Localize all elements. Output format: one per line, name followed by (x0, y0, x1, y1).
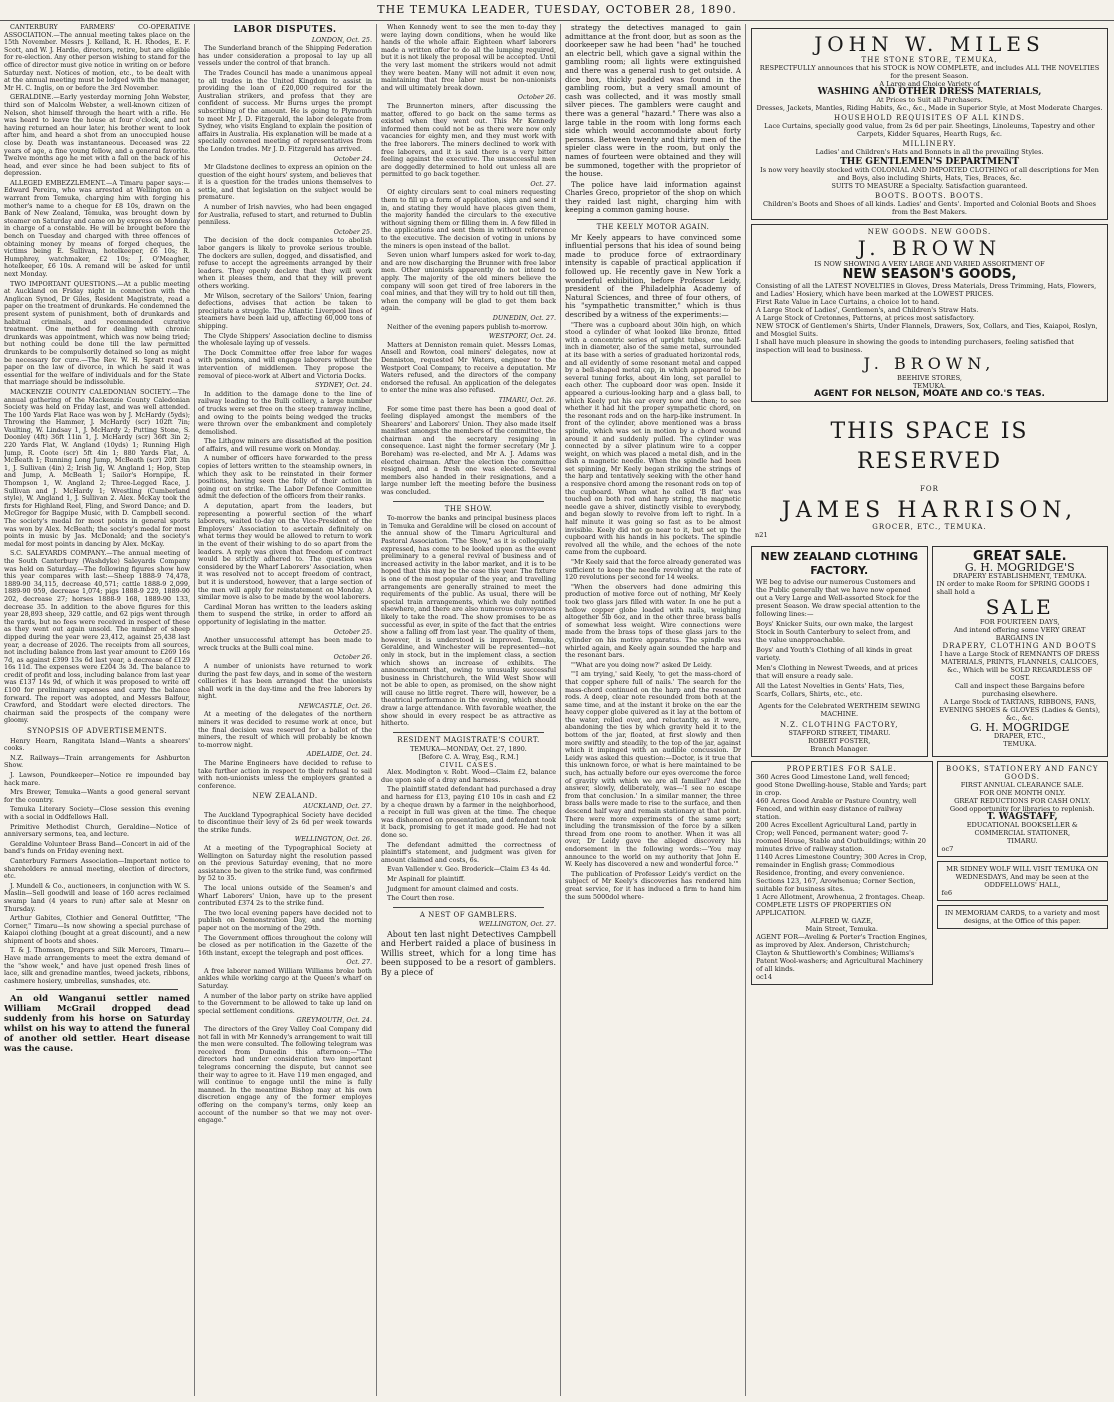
dateline: October 24. (333, 154, 372, 163)
article-embezzlement: ALLEGED EMBEZZLEMENT.—A Timaru paper says:—Edward Pereira, who was arrested at Wellington on a warrant from Temuka, charging him with forging his mother's name to a cheque for £8 10s, drawn on the Bank of New Zealand, Temuka, was brought down by steamer on Saturday and came on by express on Monday in charge of a constable. He will be brought before the bench on Tuesday and charged with three offences of obtaining money by means of forged cheques, the victims being E. Sullivan, hotelkeeper, £6 10s; R. Humphrey, watchmaker, £2 10s; J. O'Meagher, hotelkeeper, £6 10s. A remand will be asked for until next Monday. (4, 178, 190, 278)
paragraph: The Sunderland branch of the Shipping Federation has under consideration a proposal to lay up all vessels under the control of that branch. (198, 44, 372, 68)
paragraph: The police have laid information against Charles Greco, proprietor of the shop on which they raided last night, charging him with keeping a common gaming house. (565, 179, 741, 215)
list-item: All the Latest Novelties in Gents' Hats, Ties, Scarfs, Collars, Shirts, etc., etc. (756, 682, 905, 698)
paragraph: "There was a cupboard about 30in high, on which stood a cylinder of what looked like bronze, fitted with a concentric series of upright tubes, one half-inch in diameter, also of the same metal, surrounded at its base with a series of graduated horizontal rods, and all evidently of some resonant metal and capped by a bell-shaped metal cap, in which appeared to be several tuning forks, about 4in long, set parallel to each other. The cupboard door was open. Inside it appeared a curious-looking harp and a glass ball, to which Keely put his ear every now and then; to see whether it had hit the proper sympathetic chord, on the resonant rods and on the harp-like instrument. In front of the cylinder, above mentioned was a brass spindle, which was set in motion by a chord wound around it and suddenly pulled. The cylinder was connected by a silver platinum wire to a copper weight, on which was placed a metal dish, and in the dish a magnetic needle. When the spindle had been set spinning, Mr Keely began striking the strings of the harp and tentatively seeking with the other hand a responsive chord among the resonant rods on top of the cupboard. When what he called 'B flat' was touched on both rod and harp string, the magnetic needle gave a shiver, distinctly visible to everybody, and began slowly to revolve from left to right. In a half minute it was going so fast as to be almost invisible. Keely did not go near to it, but set up the cupboard with his hands in his pockets. The spindle revolved all the while, and the echoes of the note came from the cupboard. (565, 320, 741, 557)
ad-line: GREAT REDUCTIONS FOR CASH ONLY. (954, 797, 1091, 805)
advertiser-name: JAMES HARRISON, (781, 498, 1078, 523)
ad-nz-clothing-factory (751, 546, 928, 757)
masthead: THE TEMUKA LEADER, TUESDAY, OCTOBER 28, 1890. (0, 0, 1114, 21)
ad-trade: GROCER, ETC., TEMUKA. (872, 523, 987, 531)
paragraph: When Kennedy went to see the men to-day they were laying down conditions, when he would like hands of the whole affair. Eighteen wharf laborers made a written offer to do all the lumping required, but it is not likely the proposal will be accepted. Until the very last moment the strikers would not admit they were beaten. Many will not admit it even now, maintaining that free labor must be non-unionists and will ultimately break down. (381, 24, 556, 92)
gamblers-heading: A NEST OF GAMBLERS. (419, 910, 518, 919)
paragraph: Evan Vallender v. Geo. Broderick—Claim £3 4s 4d. (387, 865, 551, 874)
paragraph: The local unions outside of the Seamen's and Wharf Laborers' Union, have up to the present contributed £374 2s to the strike fund. (198, 883, 372, 908)
advertiser-name: T. WAGSTAFF, (986, 812, 1058, 822)
dateline: October 25. (333, 627, 372, 636)
list-item: Temuka Literary Society—Close session this evening with a social in Oddfellows Hall. (4, 805, 190, 821)
show-heading: THE SHOW. (444, 504, 493, 513)
paragraph: A number of the labor party on strike have applied to the Government to be allowed to take up land on special settlement conditions. (198, 991, 372, 1015)
paragraph: "'What are you doing now?' asked Dr Leidy. (571, 660, 712, 669)
ad-address: STAFFORD STREET, TIMARU. (788, 729, 891, 737)
paragraph: To-morrow the banks and principal business places in Temuka and Geraldine will be closed on account of the annual show of the Timaru Agricultural and Pastoral Association. "The Show," as it is colloquially expressed, has come to be looked upon as the event preliminary to a general revival of business and of increased activity in the labor market, and it is to be hoped that this may be the case this year. The fixture is one of the most popular of the year, and travelling arrangements are generally strained to meet the requirements of the public. As usual, there will be special train arrangements, which we duly notified elsewhere, and there are also numerous conveyances likely to take the road. The show promises to be as successful as ever, in spite of the fact that the entries show a falling off from last year. The quality of them, however, it is understood is improved. Temuka, Geraldine, and Winchester will be represented—not only in stock, but in the implement class, a section which shows an increase of exhibits. The announcement that, owing to unusually successful business in Christchurch, the Wild West Show will not be able to open, as promised, on the show night will cause no little regret. There will, however, be a theatrical performance in the evening, which should draw a large attendance. With favorable weather, the show should in every respect be as attractive as hitherto. (381, 514, 556, 728)
ad-code: oc7 (941, 845, 954, 853)
ad-wagstaff (937, 761, 1109, 857)
paragraph: The Clyde Shippers' Association decline to dismiss the wholesale laying up of vessels. (198, 331, 372, 348)
ad-headline: PROPERTIES FOR SALE. (786, 765, 897, 773)
advertiser-name: J. BROWN, (863, 354, 996, 373)
ad-item-list (756, 298, 1103, 354)
paragraph: Mr Aspinall for plaintiff. (387, 874, 466, 883)
dateline: ADELAIDE, Oct. 24. (306, 750, 372, 759)
dateline: NEWCASTLE, Oct. 26. (298, 701, 372, 710)
ad-address: Main Street, Temuka. (805, 925, 878, 933)
dateline: October 26. (333, 653, 372, 662)
list-item: COMPLETE LISTS OF PROPERTIES ON APPLICATION. (756, 901, 892, 917)
dateline: Oct. 27. (346, 958, 372, 967)
ad-body: MR SIDNEY WOLF WILL VISIT TEMUKA ON WEDNESDAYS, And may be seen at the ODDFELLOWS' HALL, (946, 865, 1099, 889)
ad-item-list (756, 620, 923, 698)
dateline: WELLINGTON, Oct. 26. (294, 835, 372, 844)
ad-subhead: HOUSEHOLD REQUISITES OF ALL KINDS. (833, 114, 1026, 122)
paragraph: The Dock Committee offer free labor for wages with pensions, and will engage laborers without the intervention of middlemen. They propose the removal of piece-work at Albert and Victoria Docks. (198, 348, 372, 380)
ad-subhead: WASHING AND OTHER DRESS MATERIALS, (817, 87, 1042, 97)
paragraph: About ten last night Detectives Campbell and Herbert raided a place of business in Willis street, which for a long time has been supposed to be a resort of gamblers. By a piece of (381, 929, 556, 977)
ad-town: TIMARU. (1006, 837, 1038, 845)
column-rule (745, 24, 746, 1396)
article-farmers-association: CANTERBURY FARMERS' CO-OPERATIVE ASSOCIATION.—The annual meeting takes place on the 15th November. Messrs J. Kelland, R. H. Rhodes, E. F. Scott, and W. J. Hardie, directors, retire, but are eligible for re-election. Any other person wishing to stand for the office of director must give notice in writing on or before Saturday next. Notices of motion, etc., to be dealt with at the annual meeting must be lodged with the manager, Mr H. C. Inglis, on or before the 3rd November. (4, 24, 190, 92)
ad-trade: EDUCATIONAL BOOKSELLER & COMMERCIAL STATIONER, (966, 821, 1078, 837)
paragraph: Matters at Denniston remain quiet. Messrs Lomas, Ansell and Rowton, coal miners' delegates, now at Denniston, requested Mr Waters, engineer to the Westport Coal Company, to receive a deputation. Mr Waters refused, and the directors of the company endorsed the refusal. An application of the delegates to enter the mine was also refused. (381, 340, 556, 395)
dateline: TIMARU, Oct. 26. (498, 395, 556, 404)
ad-item-list (756, 773, 928, 917)
list-item: I shall have much pleasure in showing the goods to intending purchasers, feeling satisfied that inspection will lead to business. (756, 338, 1074, 354)
column-3 (381, 24, 556, 1396)
court-before: [Before C. A. Wray, Esq., R.M.] (418, 753, 519, 762)
keely-heading: THE KEELY MOTOR AGAIN. (596, 223, 710, 232)
ad-line: FOR (920, 485, 939, 493)
paragraph: The defendant admitted the correctness of plaintiff's statement, and judgment was given for amount claimed and costs, 6s. (381, 840, 556, 864)
ad-line: A Large and Choice Variety of (879, 80, 980, 88)
column-rule (194, 24, 195, 1396)
list-item: T. & J. Thomson, Drapers and Silk Mercers, Timaru—Have made arrangements to meet the extra demand of the "show week," and have just opened fresh lines of lace, silk and grenadine mantles, tweed jackets, ribbons, cashmere hosiery, umbrellas, sunshades, etc. (4, 946, 190, 985)
paragraph: The Trades Council has made a unanimous appeal to all trades in the United Kingdom to assist in providing the loan of £20,000 required for the Australian strikers, and profess that they are confident of success. Mr Burns urges the prompt subscribing of the amount. He is going to Plymouth to meet Mr J. D. Fitzgerald, the labor delegate from Sydney, who visits England to explain the position of affairs in Australia. His explanation will be made at a specially convened meeting of representatives from the London trades. Mr J. D. Fitzgerald has arrived. (198, 68, 372, 153)
ad-properties (751, 761, 933, 985)
ad-line: FIRST ANNUAL CLEARANCE SALE. (960, 781, 1084, 789)
article-geraldine-suicide: GERALDINE.—Early yesterday morning John Webster, third son of Malcolm Webster, a well-known citizen of Nelson, shot himself through the heart with a rifle. He was heard to leave the house at four o'clock, and not having returned an hour later, his brother went to look after him, and heard a shot from an unoccupied house close by. Death was instantaneous. Deceased was 22 years of age, a fine young fellow, and a general favorite. Twelve months ago he met with a fall on the back of his head, and ever since he had been subject to fits of depression. (4, 93, 190, 178)
ad-headline: NEW SEASON'S GOODS, (842, 267, 1017, 282)
ads-row (751, 546, 1108, 757)
paragraph: A number of Irish navvies, who had been engaged for Australia, refused to start, and returned to Dublin penniless. (198, 203, 372, 227)
paragraph: The Brunnerton miners, after discussing the matter, offered to go back on the same terms as existed when they went out. This Mr Kennedy informed them could not be as there were now only vacancies for eighty men, and they must work with the free laborers. The miners declined to work with free laborers, and it is said there is a very bitter feeling against the executive. The unsuccessful men are doggedly determined to hold out unless all are permitted to go back together. (381, 101, 556, 179)
ad-line: Call and inspect these Bargains before purchasing elsewhere. (954, 682, 1085, 698)
paragraph: Mr Wilson, secretary of the Sailors' Union, fearing defections, advises that action be taken to precipitate a struggle. The Atlantic Liverpool lines of steamers have been laid up, affecting 60,000 tons of shipping. (198, 291, 372, 330)
paragraph: The Government offices throughout the colony will be closed as per notification in the Gazette of the 16th instant, except the telegraph and post offices. (198, 933, 372, 957)
divider (577, 219, 729, 220)
paragraph: Neither of the evening papers publish to-morrow. (387, 322, 548, 331)
synopsis-heading: SYNOPSIS OF ADVERTISEMENTS. (27, 727, 167, 736)
list-item: Canterbury Farmers Association—Important notice to shareholders re annual meeting, election of directors, etc. (4, 856, 190, 881)
list-item: Men's Clothing in Newest Tweeds, and at prices that will ensure a ready sale. (756, 664, 918, 680)
paragraph: Another unsuccessful attempt has been made to wreck trucks at the Bulli coal mine. (198, 636, 372, 652)
ads-stack (937, 761, 1109, 985)
paragraph: A number of unionists have returned to work during the past few days, and in some of the western collieries it has been arranged that the unionists shall work in the day-time and the free laborers by night. (198, 661, 372, 701)
ad-intro: WE beg to advise our numerous Customers and the Public generally that we have now opened out a Very Large and Well-assorted Stock for the present Season. We draw special attention to the following lines:— (756, 578, 921, 618)
article-caledonian-society: MACKENZIE COUNTY CALEDONIAN SOCIETY.—The annual gathering of the Mackenzie County Caledonian Society was held on Friday last, and was well attended. The 100 Yards Flat Race was won by J. McHardy (5yds); Throwing the Hammer, J. McHardy (scr) 102ft 7in; Vaulting, W. Lindsay 1, J. McHardy 2; Putting Stone, S. Doonley (4ft) 36ft 11in 1, J. McHardy (scr) 36ft 3in 2; 220 Yards Flat, W. Angland (10yds) 1; Running High Jump, R. Coote (scr) 5ft 4in 1; 880 Yards Flat, A. McBeath 1; Running Long Jump, McBeath (scr) 20ft 3in 1, J. Sullivan (4in) 2; Irish Jig, W. Angland 1; Hop, Step and Jump, A. McBeath 1; Sailor's Hornpipe, R. Thompson 1, W. Angland 2; Three-Legged Race, J. Sullivan and J. McHardy 1; Wrestling (Cumberland style), W. Angland 1, J. Sullivan 2. Alex. McKay took the firsts for Highland Reel, Fling, and Sword Dance; and D. McGregor for Bagpipe Music, with D. Campbell second. The society's medal for most points in general sports was won by Alex. McBeath; the society's medal for most points in music by Jas. McDonald; and the society's medal for most points in dancing by Alex. McKay. (4, 387, 190, 548)
ad-store: BEEHIVE STORES, (897, 374, 962, 382)
ad-body: IN MEMORIAM CARDS, to a variety and most designs, at the Office of this paper. (944, 909, 1100, 925)
ad-address: DRAPERY ESTABLISHMENT, TEMUKA. (952, 572, 1087, 580)
paragraph: "Mr Keely said that the force already generated was sufficient to keep the needle revolving at the rate of 120 revolutions per second for 14 weeks. (565, 558, 741, 582)
ad-intro: IN order to make Room for SPRING GOODS I shall hold a (936, 580, 1090, 596)
paragraph: The two local evening papers have decided not to publish on Demonstration Day, and the morning paper not on the morning of the 29th. (198, 908, 372, 932)
ad-space-reserved (751, 406, 1108, 542)
column-rule (560, 24, 561, 1396)
ad-in-memoriam (937, 905, 1109, 929)
ad-subhead: BOOTS. BOOTS. BOOTS. (874, 192, 985, 200)
list-item: J. Mundell & Co., auctioneers, in conjunction with W. S. Maslin—Sell goodwill and lease of 160 acres reclaimed swamp land (4 years to run) after sale at Mesnr on Thursday. (4, 881, 190, 913)
column-rule (376, 24, 377, 1396)
paragraph: Judgment for amount claimed and costs. (387, 884, 519, 893)
list-item: NEW STOCK of Gentlemen's Shirts, Under Flannels, Drawers, Sox, Collars, and Ties, Kaiapoi, Roslyn, and Mosgiel Suits. (756, 322, 1098, 338)
ad-town: TEMUKA. (912, 382, 947, 390)
paragraph: In addition to the damage done to the line of railway leading to the Bulli colliery, a large number of trucks were set free on the steep tramway incline, and owing to the points being wedged the trucks were thrown over the embankment and completely demolished. (198, 389, 372, 436)
ad-town: TEMUKA. (1003, 740, 1037, 748)
paragraph: The Auckland Typographical Society have decided to discontinue their levy of 2s 6d per week towards the strike funds. (198, 810, 372, 834)
paragraph: The decision of the dock companies to abolish labor gangers is likely to provoke serious trouble. The dockers are sullen, dogged, and dissatisfied, and refuse to accept the agreements arranged by their leaders. They openly declare that they will work when it pleases them, and that they will prevent others working. (198, 236, 372, 290)
ad-subhead: DRAPERY, CLOTHING AND BOOTS (942, 642, 1097, 650)
dateline: AUCKLAND, Oct. 27. (303, 802, 372, 810)
divider (16, 989, 178, 990)
ad-code: n21 (755, 531, 768, 539)
ad-subhead: MILLINERY. (902, 140, 957, 148)
list-item: Boys' Knicker Suits, our own make, the largest Stock in South Canterbury to select from, and the value unapproachable. (756, 620, 913, 644)
dateline: SYDNEY, Oct. 24. (314, 381, 372, 390)
ad-body: I have a Large Stock of REMNANTS OF DRESS MATERIALS, PRINTS, FLANNELS, CALICOES, &c., Which will be SOLD REGARDLESS OF COST. (939, 650, 1100, 682)
list-item: 200 Acres Excellent Agricultural Land, partly in Crop; well Fenced, permanent water; good 7-roomed House, Stable and Outbuildings; within 20 minutes drive of railway station. (756, 821, 926, 853)
ad-line: At Prices to Suit all Purchasers. (876, 96, 983, 104)
ad-line: And intend offering some VERY GREAT BARGAINS IN (954, 626, 1086, 642)
ad-sidney-wolf (937, 861, 1109, 901)
ad-body: A Large Stock of TARTANS, RIBBONS, FANS, EVENING SHOES & GLOVES (Ladies & Gents), &c., &c. (939, 698, 1101, 722)
dateline: Oct. 27. (530, 179, 556, 188)
paragraph: The Court then rose. (387, 894, 455, 903)
ad-sale-word: SALE (985, 595, 1054, 619)
paragraph: Of eighty circulars sent to coal miners requesting them to fill up a form of application, sign and send it in, and stating they would have places given them, the majority handed the circulars to the executive without signing them or filling them in. A few filled in the applications and sent them in without reference to the executive. The decision of voting in unions by the miners is open instead of the ballot. (381, 188, 556, 250)
paragraph: A number of officers have forwarded to the press copies of letters written to the steamship owners, in which they ask to be reinstated in their former positions, having seen the folly of their action in going out on strike. The Labor Defence Committee admit the defection of the officers from their ranks. (198, 454, 372, 501)
list-item: Primitive Methodist Church, Geraldine—Notice of anniversary sermons, tea, and lecture. (4, 822, 190, 839)
ad-body: Dresses, Jackets, Mantles, Riding Habits, &c., &c., Made in Superior Style, at Most Moderate Charges. (756, 104, 1103, 112)
dateline: DUNEDIN, Oct. 27. (492, 313, 556, 322)
ad-headline: GREAT SALE. (972, 549, 1067, 564)
ad-j-brown (751, 224, 1108, 402)
ad-great-sale (932, 546, 1109, 757)
paragraph: A free laborer named William Williams broke both ankles while working cargo at the Queen's wharf on Saturday. (198, 966, 372, 991)
list-item: Henry Hearn, Rangitata Island—Wants a shearers' cooks. (4, 736, 190, 753)
paragraph: "When the observers had done admiring this production of motive force out of nothing, Mr Keely took two glass jars filled with water. In one he put a hollow copper globe loaded with nails, weighing altogether 5lb 6oz, and in the other three brass balls of somewhat less weight. Wire connections were made from the brass tops of these glass jars to the cylinder on his motive apparatus. The spindle was whirled again, and Keely again sounded the harp and the resonant bars. (565, 582, 741, 660)
new-zealand-heading: NEW ZEALAND. (252, 792, 318, 801)
ad-body: Is now very heavily stocked with COLONIAL AND IMPORTED CLOTHING of all descriptions for Men and Boys, also including Shirts, Hats, Ties, Braces, &c. (760, 166, 1099, 182)
paragraph: The publication of Professor Leidy's verdict on the subject of Mr Keely's discoveries has rendered him great service, for it has induced a firm to hand him the sum 5000dol where- (565, 869, 741, 901)
paragraph: At a meeting of the Typographical Society at Wellington on Saturday night the resolution passed on the previous Saturday evening, that no more assistance be given to the strike fund, was confirmed by 52 to 35. (198, 843, 372, 883)
ad-role: Branch Manager. (810, 745, 869, 753)
ad-intro: RESPECTFULLY announces that his STOCK is NOW COMPLETE, and includes ALL THE NOVELTIES for the present Season. (759, 64, 1100, 80)
synopsis-list (4, 738, 190, 986)
divider (393, 907, 544, 908)
column-1 (4, 24, 190, 1396)
list-item: A Large Stock of Ladies', Gentlemen's, and Children's Straw Hats. (756, 306, 979, 314)
ad-john-w-miles (751, 28, 1108, 220)
court-date: TEMUKA—MONDAY, Oct. 27, 1890. (410, 745, 527, 754)
ad-body: Consisting of all the LATEST NOVELTIES in Gloves, Dress Materials, Dress Trimming, Hats, Flowers, and Ladies' Hosiery, which have been marked at the LOWEST PRICES. (756, 282, 1097, 298)
ad-headline: THIS SPACE IS RESERVED (830, 419, 1029, 474)
list-item: Geraldine Volunteer Brass Band—Concert in aid of the band's funds on Friday evening next. (4, 839, 190, 856)
ad-line: FOR ONE MONTH ONLY. (979, 789, 1066, 797)
paragraph: Cardinal Moran has written to the leaders asking them to suspend the strike, in order to afford an opportunity of legislating in the matter. (198, 602, 372, 626)
column-4 (565, 24, 741, 1396)
list-item: Mrs Brewer, Temuka—Wants a good general servant for the country. (4, 788, 190, 804)
advertiser-name: J. BROWN (857, 236, 1002, 260)
dateline: October 25. (333, 227, 372, 236)
paragraph: For some time past there has been a good deal of feeling displayed amongst the members of the Shearers' and Laborers' Union. They also made itself manifest amongst the members of the committee, the chairman and the secretary resigning in consequence. Last night the former secretary (Mr J. Boreham) was re-elected, and Mr A. J. Adams was elected chairman. After the election the committee resigned, and a fresh one was elected. Several members also handed in their resignations, and a large number left the meeting before the business was concluded. (381, 404, 556, 497)
paragraph: At a meeting of the delegates of the northern miners it was decided to resume work at once, but the final decision was reserved for a ballot of the miners, the result of which will probably be known to-morrow night. (198, 710, 372, 749)
divider (393, 501, 544, 502)
paragraph: The Marine Engineers have decided to refuse to take further action in respect to their refusal to sail with non-unionists unless the employers granted a conference. (198, 759, 372, 790)
ad-manager: ROBERT FOSTER, (808, 737, 871, 745)
ad-line: Agents for the Celebrated WERTHEIM SEWING MACHINE. (758, 702, 921, 718)
list-item: A Large Stock of Cretonnes, Patterns, at prices most satisfactory. (756, 314, 975, 322)
civil-cases-label: CIVIL CASES. (439, 760, 498, 769)
article-wanganui-settler: An old Wanganui settler named William McGrail dropped dead suddenly from his horse on Saturday whilst on his way to attend the funeral of another old settler. Heart disease was the cause. (4, 994, 190, 1055)
paragraph: "'I am trying,' said Keely, 'to get the mass-chord of that copper sphere full of nails.' The search for the mass-chord continued on the harp and the resonant rods. A deep, clear note resounded from both at the same time, and at the instant it broke on the ear the heavy copper globe quivered as it lay at the bottom of the water, rolled over, and reluctantly, as it were, abandoning the ties by which gravity held it to the bottom of the jar, floated, at first slowly and then more swiftly and steadily, to the top of the jar, against which it impinged with an audible concussion. Dr Leidy was asked this question:—Doctor, is it true that this unknown force, or what is here maintained to be such, has actually before our eyes overcome the force of gravity with which we are all familiar? And the answer, slowly, deliberately, was—'I see no escape from that conclusion.' In a similar manner, the three brass balls were made to rise to the surface, and then descend half way and remain stationary at that point. There were more experiments of the same sort; including the transmission of the force by a silken thread from one room to another. When it was all over, Dr Leidy gave the alleged discovery his endorsement in the following words:—'You may announce to the world on my authority that John E. W. Keely has discovered a new and wonderful force.'" (565, 670, 741, 869)
paragraph: The plaintiff stated defendant had purchased a dray and harness for £13, paying £10 10s in cash and £2 by a cheque drawn by a farmer in the neighborhood, a receipt in full was given at the time. The cheque was dishonored on presentation, and defendant took it back, promising to get it made good. He had not done so. (381, 785, 556, 839)
ad-code: fe6 (941, 889, 953, 897)
ad-code: oc14 (756, 973, 773, 981)
list-item: First Rate Value in Lace Curtains, a choice lot to hand. (756, 298, 940, 306)
paragraph: The Lithgow miners are dissatisfied at the position of affairs, and will resume work on Monday. (198, 437, 372, 453)
ad-headline: BOOKS, STATIONERY AND FANCY GOODS. (946, 765, 1099, 781)
paragraph: The directors of the Grey Valley Coal Company did not fall in with Mr Kennedy's arrangement to wait till the men were consulted. The following telegram was received from Dunedin this afternoon:—"The directors had under consideration two important telegrams concerning the dispute, but cannot see their way to agree to it. Have 119 men engaged, and will continue to engage until the mine is fully manned. In the meantime Bishop may at his own discretion engage any of the former employes offering on the company's terms, only keep an account of the number so that we may not over-engage." (198, 1025, 372, 1125)
paragraph: A deputation, apart from the leaders, but representing a powerful section of the wharf laborers, waited to-day on the Vice-President of the Employers' Association to ascertain definitely on what terms they would be allowed to return to work in the event of their wishing to do so apart from the leaders. A reply was given that freedom of contract would be strictly adhered to. The question was considered by the Wharf Laborers' Association, when it was resolved not to accept freedom of contract, but it is understood, however, that a large section of the men will apply for reinstatement on Monday. A similar move is also to be made by the wool laborers. (198, 502, 372, 602)
advertiser-name: ALFRED W. GAZE, (810, 917, 873, 925)
advertiser-name: G. H. MOGRIDGE'S (964, 561, 1075, 574)
article-saleyards: S.C. SALEYARDS COMPANY.—The annual meeting of the South Canterbury (Washdyke) Saleyards Company was held on Saturday.—The following figures show how this year compares with last:—Sheep 1888-9 74,478, 1889-90 34,115, decrease 40,571; cattle 1888-9 2,099, 1889-90 959, decrease 1,074; pigs 1888-9 229, 1889-90 202, decrease 27; horses 1888-9 168, 1889-90 133, decrease 35. In addition to the above figures for this year 28,893 sheep, 329 cattle, and 62 pigs went through the yards, but no fees were received in respect of these as they went out again unsold. The number of sheep dipped during the year were 23,412, against 25,438 last year, a decrease of 2026. The receipts from all sources, not including balance from last year amount to £269 16s 7d, as against £399 13s 6d last year, a decrease of £129 16s 11d. The expenses were £204 3s 3d. The balance to credit of profit and loss, including balance from last year was £137 14s 9d, of which it was proposed to write off £100 for preliminary expenses and carry the balance forward. The report was adopted, and Messrs Balfour, Crawford, and Stoddart were elected directors. The chairman said the prospects of the company were gloomy. (4, 549, 190, 725)
list-item: Arthur Gabites, Clothier and General Outfitter, "The Corner," Timaru—Is now showing a special purchase of Kaiapoi clothing (bought at a great discount), and a new shipment of boots and shoes. (4, 914, 190, 945)
labor-disputes-heading: LABOR DISPUTES. (233, 25, 337, 35)
divider (393, 732, 544, 733)
list-item: Sections 123, 167, Arowhenua; Corner Section, suitable for business sites. (756, 877, 916, 893)
list-item: 1 Acre Allotment, Arowhenua, 2 frontages. Cheap. (756, 893, 925, 901)
ad-trade: DRAPER, ETC., (993, 732, 1046, 740)
list-item: 360 Acres Good Limestone Land, well fenced; good Stone Dwelling-house, Stable and Yards; part in crop. (756, 773, 927, 797)
ads-row (751, 761, 1108, 985)
ad-subhead: NEW GOODS. NEW GOODS. (867, 228, 992, 236)
advertiser-name: N.Z. CLOTHING FACTORY, (780, 721, 899, 729)
advertiser-name: JOHN W. MILES (814, 32, 1045, 56)
list-item: N.Z. Railways—Train arrangements for Ashburton Show. (4, 753, 190, 770)
right-ads-column (749, 24, 1110, 1396)
article-two-questions: TWO IMPORTANT QUESTIONS.—At a public meeting at Auckland on Friday night in connection with the Anglican Synod, Dr Giles, Resident Magistrate, read a paper on the treatment of drunkards. He condemned the present system of punishment, both of drunkards and habitual criminals, and recommended curative treatment. One method for dealing with chronic drunkards was appointment, which was now being tried; but nothing could be done till the law permitted drunkards to be compulsorily detained so long as might be necessary for cure.—The Rev. W. H. Spratt read a paper on the law of divorce, in which he said it was essential for the welfare of individuals and for the State that marriage should be indissoluble. (4, 279, 190, 387)
list-item: 1140 Acres Limestone Country; 300 Acres in Crop, remainder in English grass; Commodious Residence, fronting, and every convenience. (756, 853, 927, 877)
ad-line: SUITS TO MEASURE a Specialty. Satisfaction guaranteed. (831, 182, 1028, 190)
advertiser-address: THE STONE STORE, TEMUKA, (861, 56, 998, 64)
ad-line: FOR FOURTEEN DAYS, (979, 618, 1060, 626)
ad-intro: IS NOW SHOWING A VERY LARGE AND VARIED ASSORTMENT OF (814, 260, 1045, 268)
ad-body: Ladies' and Children's Hats and Bonnets in all the prevailing Styles. (815, 148, 1044, 156)
ad-body: AGENT FOR—Aveling & Porter's Traction Engines, as improved by Alex. Anderson, Christchurch; Clayton & Shuttleworth's Combines; Williams's Patent Wool-washers; and Agricultural Machinery of all kinds. (756, 933, 928, 973)
dateline: WELLINGTON, Oct. 27. (478, 920, 556, 929)
paragraph: Mr Gladstone declines to express an opinion on the question of the eight hours' system, and believes that it is a question for the trades unions themselves to settle, and that legislation on the subject would be premature. (198, 163, 372, 202)
paragraph: strategy the detectives managed to gain admittance at the front door, but as soon as the doorkeeper saw he had been "had" he touched an electric bell, which gave a signal within the gambling room; all lights were extinguished and there was a general rush to get outside. A dice box, thickly padded was found in the gambling room, but a very small amount of cash was collected, and it was mostly small silver pieces. The gamblers were caught and there was a general "hazard." There was also a large table in the room with long forms each side which would accommodate about forty persons. Between twenty and thirty men of the spieler class were in the room, but only the names of fourteen were obtained and they will be summoned, together with the proprietor of the house. (565, 24, 741, 179)
court-heading: RESIDENT MAGISTRATE'S COURT. (397, 735, 540, 744)
ad-line: Good opportunity for libraries to replenish. (949, 805, 1095, 813)
ad-body: Lace Curtains, specially good value, from 2s 6d per pair. Sheetings, Linoleums, Tapestry and other Carpets, Kidder Squares, Hearth Rugs, &c. (764, 122, 1095, 138)
column-2 (198, 24, 372, 1396)
ad-body: Children's Boots and Shoes of all kinds. Ladies' and Gents'. Imported and Colonial Boots and Shoes from the Best Makers. (762, 200, 1097, 216)
dateline: October 26. (517, 93, 556, 102)
dateline: GREYMOUTH, Oct. 24. (296, 1016, 372, 1025)
paragraph: Mr Keely appears to have convinced some influential persons that his idea of sound being made to produce force of extraordinary intensity is capable of practical application if followed up. He recently gave in New York a wonderful exhibition, before Professor Leidy, president of the Philadelphia Academy of Natural Sciences, and three of four others, of his "sympathetic transmitter," which is thus described by a witness of the experiments:— (565, 232, 741, 319)
ad-agent: AGENT FOR NELSON, MOATE AND CO.'S TEAS. (814, 389, 1045, 399)
list-item: J. Lawson, Poundkeeper—Notice re impounded bay hack mare. (4, 771, 190, 787)
dateline: WESTPORT, Oct. 24. (488, 332, 556, 341)
paragraph: Alex. Modington v. Robt. Wood—Claim £2, balance due upon sale of a dray and harness. (381, 768, 556, 784)
ad-subhead: THE GENTLEMEN'S DEPARTMENT (840, 157, 1019, 167)
paragraph: Seven union wharf lumpers asked for work to-day, and are now discharging the Brunner with free labor men. Other unionists apparently do not intend to apply. The majority of the old miners believe the company will soon get tired of free laborers in the coal mines, and that they will try to hold out till then, when the company will be glad to get them back again. (381, 251, 556, 313)
advertiser-name: G. H. MOGRIDGE (970, 721, 1070, 734)
dateline: LONDON, Oct. 25. (311, 35, 372, 44)
ad-headline: NEW ZEALAND CLOTHING FACTORY. (760, 550, 918, 577)
list-item: 460 Acres Good Arable or Pasture Country, well Fenced, and within easy distance of railway station. (756, 797, 917, 821)
list-item: Boys' and Youth's Clothing of all kinds in great variety. (756, 646, 913, 662)
